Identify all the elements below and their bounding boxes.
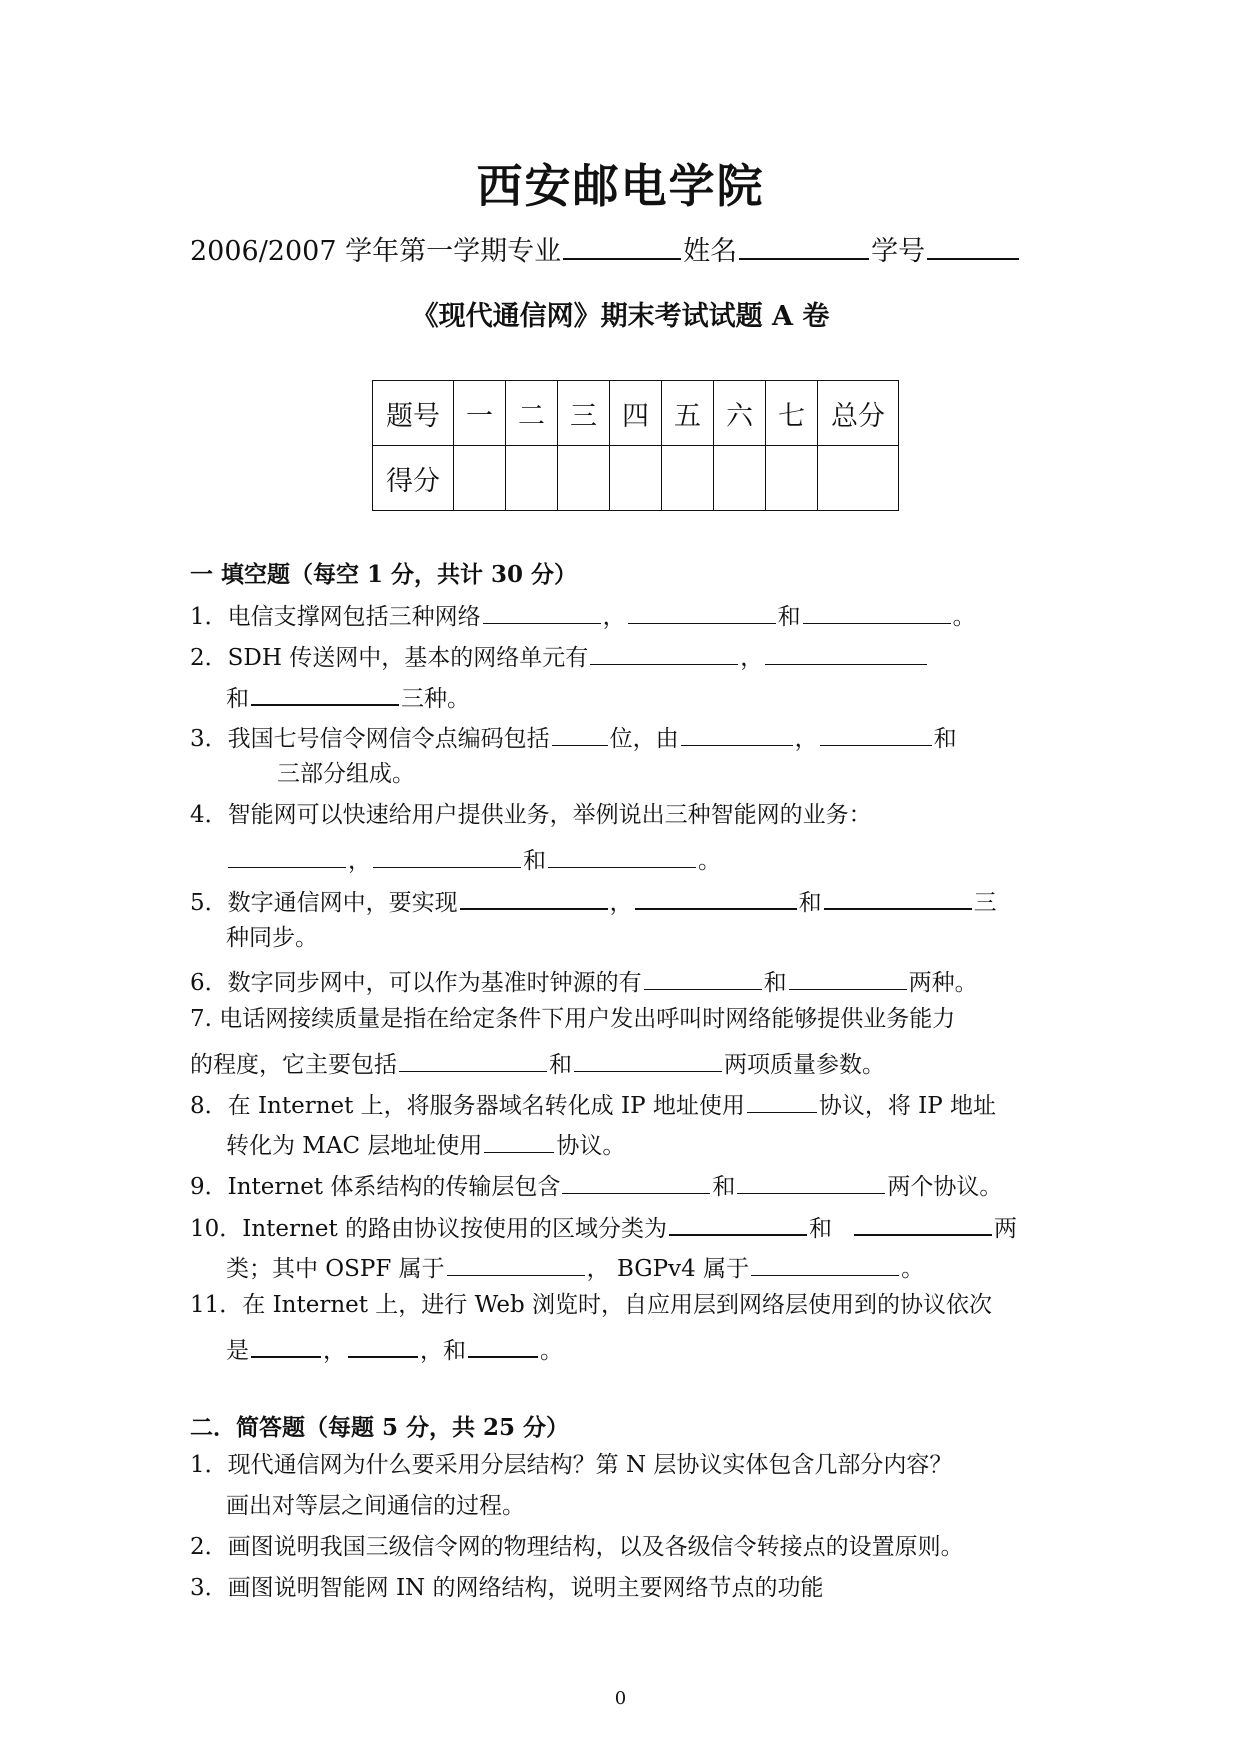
answer-blank[interactable] [552,719,608,746]
question-2-3: 3．画图说明智能网 IN 的网络结构，说明主要网络节点的功能 [190,1575,824,1601]
score-cell[interactable] [662,446,714,511]
question-1-4: 4．智能网可以快速给用户提供业务，举例说出三种智能网的业务： [190,802,872,828]
question-1-5: 5．数字通信网中，要实现 ， 和 三 [190,882,997,918]
answer-blank[interactable] [251,1330,321,1358]
question-1-8-cont: 转化为 MAC 层地址使用 协议。 [226,1126,625,1161]
answer-blank[interactable] [460,882,608,910]
question-1-2: 2．SDH 传送网中，基本的网络单元有 ， [190,638,929,673]
answer-blank[interactable] [483,597,601,624]
question-1-3-cont: 三部分组成。 [277,761,415,787]
page-number: 0 [614,1688,627,1709]
col-header-7: 七 [766,381,818,446]
question-1-7-cont: 的程度，它主要包括 和 两项质量参数。 [190,1045,885,1080]
answer-blank[interactable] [468,1330,538,1358]
exam-title: 《现代通信网》期末考试试题 A 卷 [411,301,830,332]
score-cell[interactable] [454,446,506,511]
section1-title: 一 填空题（每空 1 分，共计 30 分） [190,561,578,588]
student-info-line [190,232,1021,269]
name-label: 姓名 [683,236,738,267]
question-1-2-cont: 和 三种。 [226,678,470,714]
answer-blank[interactable] [765,638,927,665]
name-blank[interactable] [739,232,869,260]
question-1-10-cont: 类；其中 OSPF 属于 ， BGPv4 属于 。 [226,1249,924,1284]
answer-blank[interactable] [635,882,797,910]
question-1-3: 3．我国七号信令网信令点编码包括 位，由 ， 和 [190,719,957,754]
question-1-9: 9．Internet 体系结构的传输层包含 和 两个协议。 [190,1167,1002,1202]
answer-blank[interactable] [644,963,762,990]
score-cell[interactable] [610,446,662,511]
question-1-5-cont: 种同步。 [226,925,318,951]
answer-blank[interactable] [399,1045,547,1072]
student-id-label: 学号 [871,236,926,267]
answer-blank[interactable] [548,841,696,868]
score-table [372,380,899,511]
question-1-6: 6．数字同步网中，可以作为基准时钟源的有 和 两种。 [190,963,978,998]
score-cell[interactable] [506,446,558,511]
major-blank[interactable] [563,232,681,260]
score-table-header-row [373,381,899,446]
question-2-2: 2．画图说明我国三级信令网的物理结构，以及各级信令转接点的设置原则。 [190,1534,964,1560]
answer-blank[interactable] [824,882,972,910]
answer-blank[interactable] [447,1249,585,1276]
score-table-score-row [373,446,899,511]
answer-blank[interactable] [747,1086,817,1113]
question-2-1-cont: 画出对等层之间通信的过程。 [226,1493,525,1519]
question-1-7: 7. 电话网接续质量是指在给定条件下用户发出呼叫时网络能够提供业务能力 [190,1006,956,1032]
answer-blank[interactable] [737,1167,885,1194]
answer-blank[interactable] [628,597,776,624]
answer-blank[interactable] [789,963,907,990]
answer-blank[interactable] [669,1208,807,1236]
answer-blank[interactable] [803,597,951,624]
col-header-6: 六 [714,381,766,446]
col-header-1: 一 [454,381,506,446]
answer-blank[interactable] [590,638,738,665]
question-1-8: 8．在 Internet 上，将服务器域名转化成 IP 地址使用 协议，将 IP 地址 [190,1086,996,1121]
answer-blank[interactable] [484,1126,554,1153]
answer-blank[interactable] [820,719,932,746]
col-header-total: 总分 [818,381,899,446]
question-1-1: 1．电信支撑网包括三种网络 ， 和 。 [190,597,976,632]
col-header-3: 三 [558,381,610,446]
answer-blank[interactable] [854,1208,992,1236]
score-cell[interactable] [558,446,610,511]
col-header-2: 二 [506,381,558,446]
answer-blank[interactable] [373,841,521,868]
question-1-10: 10．Internet 的路由协议按使用的区域分类为 和 两 [190,1208,1017,1244]
row-header-score: 得分 [373,446,454,511]
answer-blank[interactable] [681,719,793,746]
student-id-blank[interactable] [927,232,1019,260]
answer-blank[interactable] [562,1167,710,1194]
term-label: 2006/2007 学年第一学期专业 [190,236,562,267]
answer-blank[interactable] [751,1249,899,1276]
answer-blank[interactable] [228,841,346,868]
answer-blank[interactable] [574,1045,722,1072]
school-title: 西安邮电学院 [476,159,765,213]
question-1-11: 11．在 Internet 上，进行 Web 浏览时，自应用层到网络层使用到的协议依次 [190,1292,993,1318]
col-header-4: 四 [610,381,662,446]
answer-blank[interactable] [251,678,399,706]
score-cell[interactable] [714,446,766,511]
score-cell[interactable] [766,446,818,511]
col-header-5: 五 [662,381,714,446]
answer-blank[interactable] [348,1330,418,1358]
row-header-question-number: 题号 [373,381,454,446]
question-2-1: 1．现代通信网为什么要采用分层结构？第 N 层协议实体包含几部分内容？ [190,1452,953,1478]
question-1-11-cont: 是 ， ，和 。 [226,1330,563,1366]
section2-title: 二．简答题（每题 5 分，共 25 分） [190,1414,570,1441]
score-cell-total[interactable] [818,446,899,511]
question-1-4-cont: ， 和 。 [226,841,721,876]
